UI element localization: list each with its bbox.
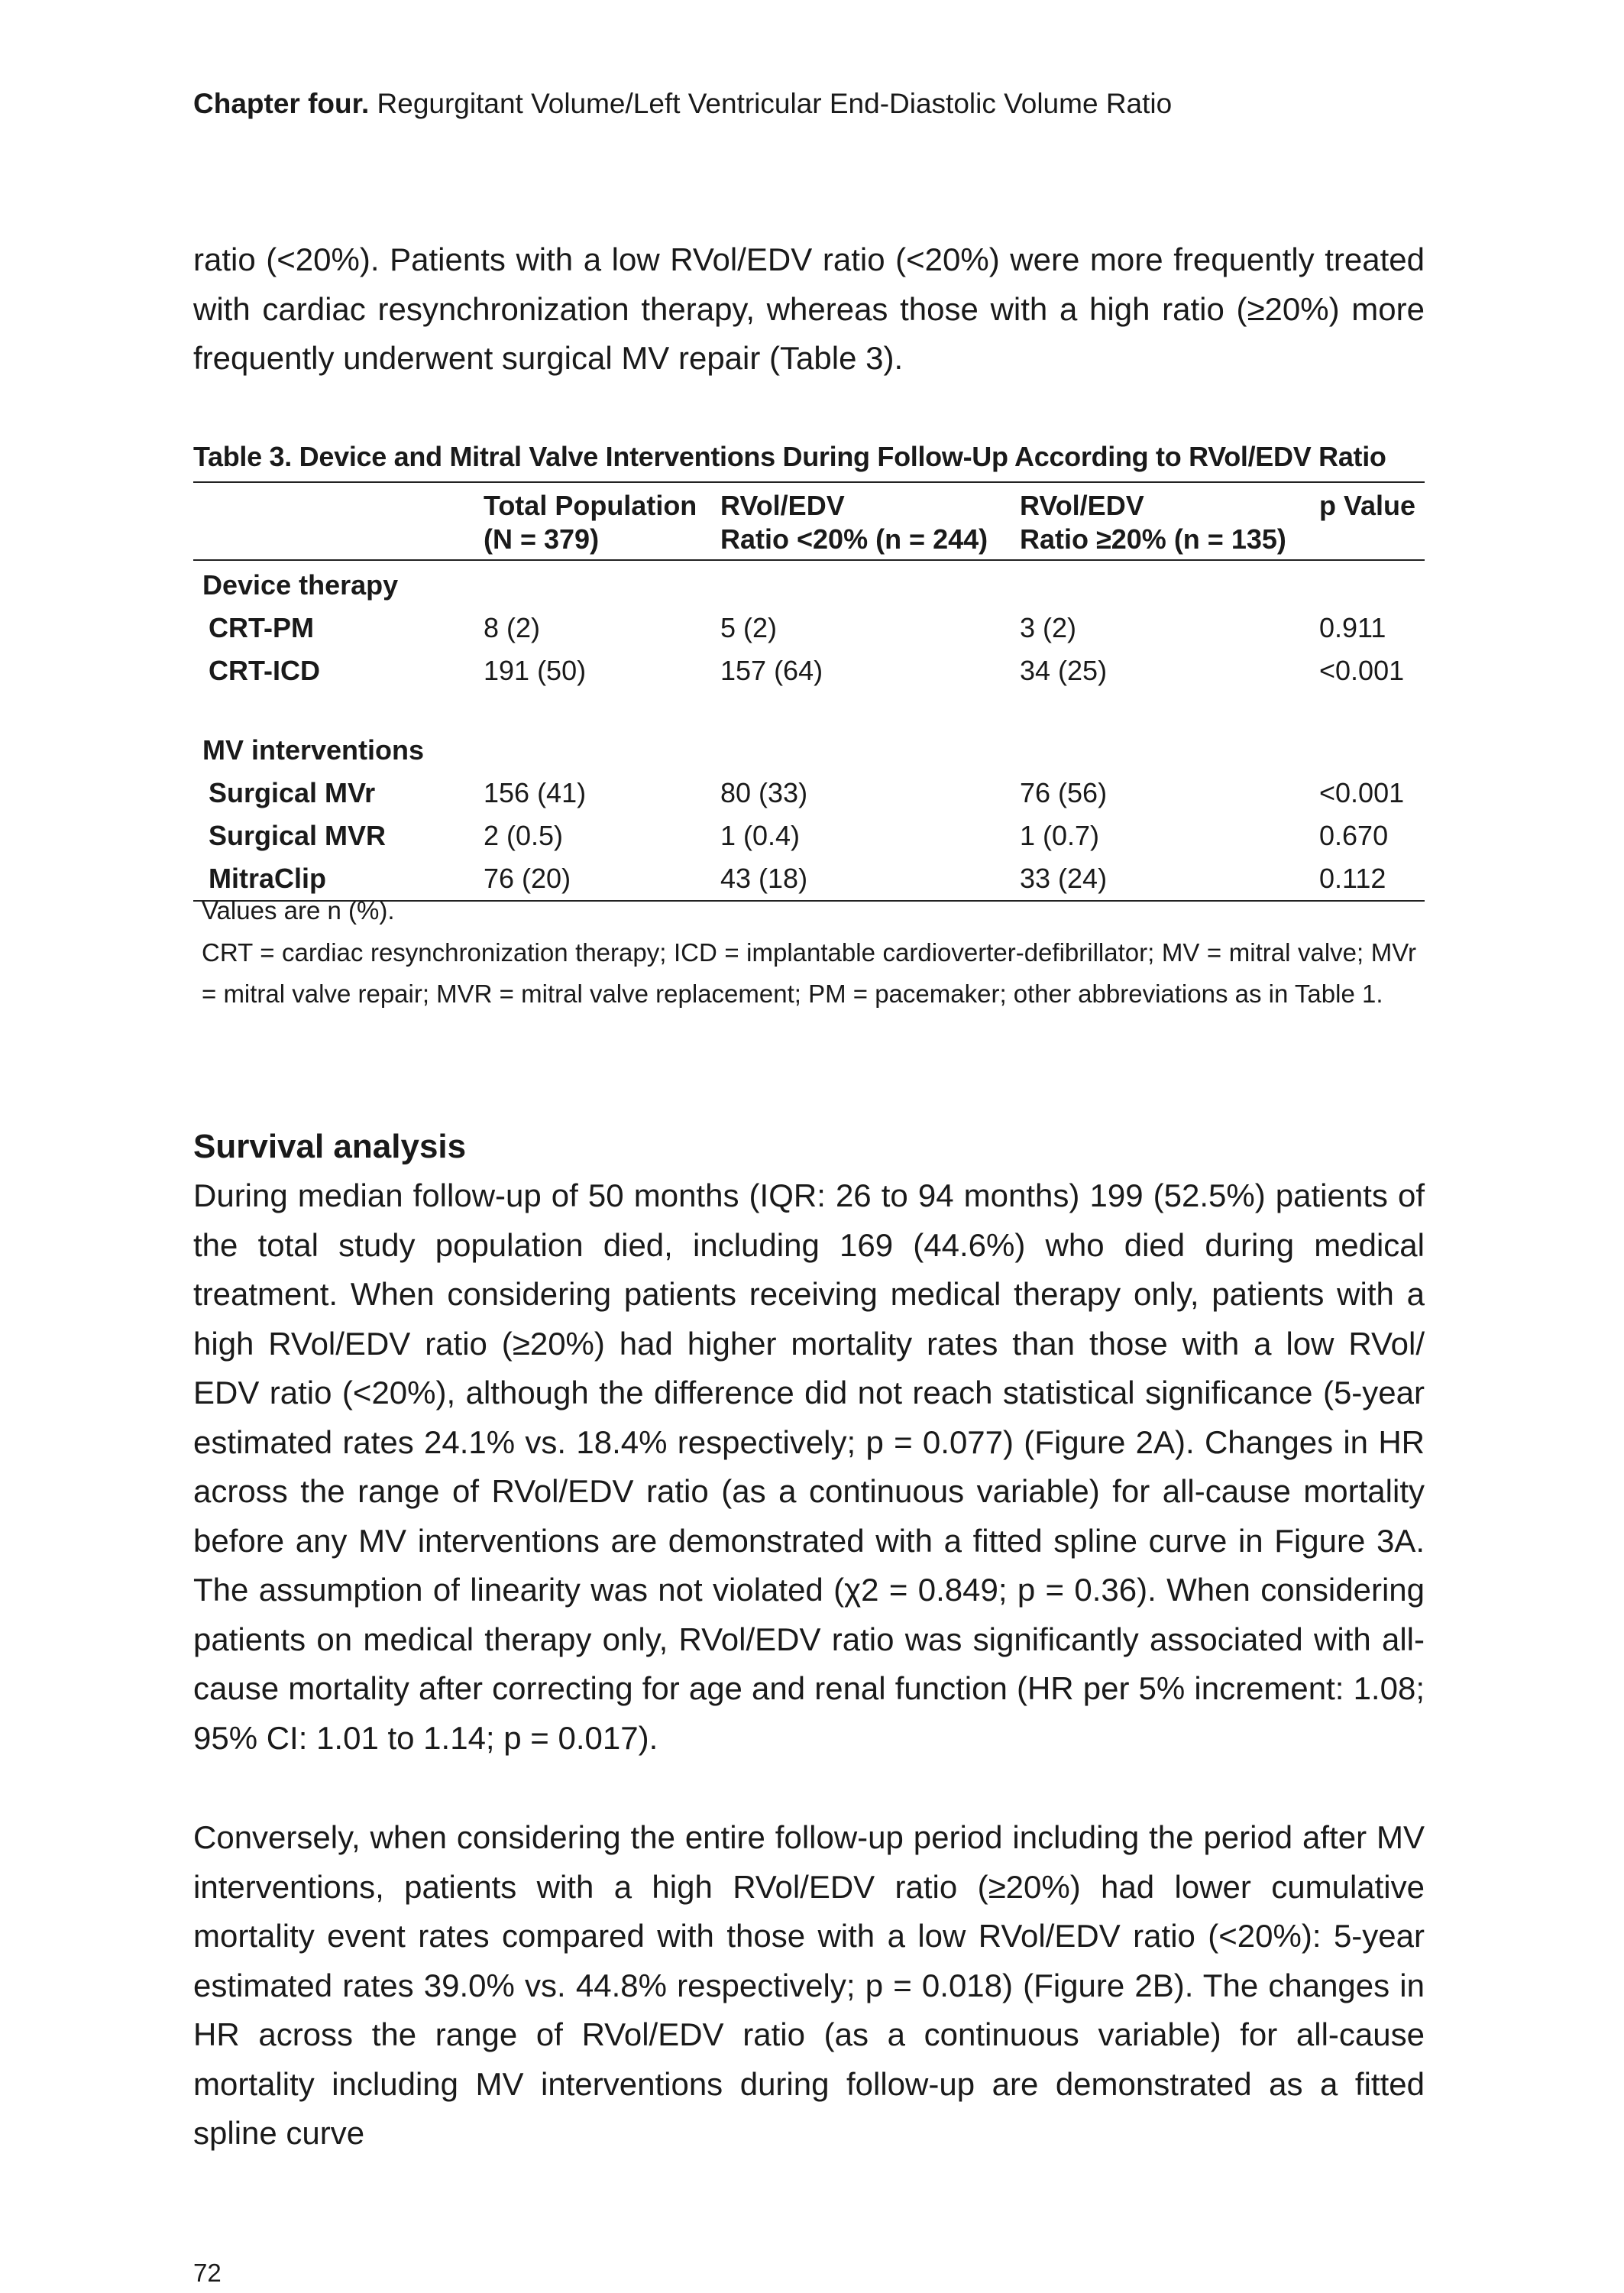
header-high-line2: Ratio ≥20% (n = 135)	[1020, 523, 1286, 555]
table-row	[193, 649, 1425, 692]
header-p-line1: p Value	[1319, 490, 1416, 521]
cell-high-ratio: 34 (25)	[1020, 655, 1108, 686]
row-label: Surgical MVr	[209, 777, 376, 808]
cell-total: 76 (20)	[484, 857, 720, 901]
section-heading: Survival analysis	[193, 1128, 467, 1165]
header-low-line2: Ratio <20% (n = 244)	[720, 523, 988, 555]
cell-high-ratio: 76 (56)	[1020, 777, 1108, 808]
header-cell-total	[484, 482, 720, 560]
cell-total: 8 (2)	[484, 612, 541, 643]
row-label: MitraClip	[193, 857, 484, 901]
table-caption: Table 3. Device and Mitral Valve Interventions During Follow-Up According to RVol/EDV Ratio	[193, 441, 1386, 472]
running-header	[193, 86, 1172, 122]
row-label: CRT-PM	[209, 612, 314, 643]
section-label: Device therapy	[202, 569, 399, 601]
spacer-cell	[193, 692, 1425, 726]
cell-low-ratio: 5 (2)	[720, 612, 778, 643]
table-header-row	[193, 482, 1425, 560]
chapter-label: Chapter four.	[193, 88, 370, 119]
header-high-line1: RVol/EDV	[1020, 490, 1144, 521]
interventions-table	[193, 481, 1425, 902]
chapter-title: Regurgitant Volume/Left Ventricular End-Diastolic Volume Ratio	[377, 88, 1173, 119]
cell-low-ratio: 80 (33)	[720, 777, 808, 808]
cell-high-ratio: 3 (2)	[1020, 612, 1077, 643]
cell-p-value: <0.001	[1319, 777, 1405, 808]
cell-p-value: 0.911	[1319, 612, 1386, 643]
cell-low-ratio: 1 (0.4)	[720, 820, 801, 851]
section-label: MV interventions	[202, 734, 425, 766]
cell-high-ratio: 1 (0.7)	[1020, 820, 1100, 851]
header-total-line1: Total Population	[484, 490, 697, 521]
table-spacer-row	[193, 692, 1425, 726]
survival-paragraph-2: Conversely, when considering the entire follow-up period including the period after MV interventions, patients with a high RVol/EDV ratio (≥20%) had lower cumulative mortality event rates compared with those with a low RVol/EDV ratio (<20%): 5-year estimated rates 39.0% vs. 44.8% respectively; p = 0.018) (Figure 2B). The changes in HR across the range of RVol/EDV ratio (as a continuous variable) for all-cause mortality including MV interventions during follow-up are demonstrated as a fitted spline curve	[193, 1819, 1425, 2151]
cell-total: 156 (41)	[484, 777, 587, 808]
table-row	[193, 772, 1425, 815]
intro-paragraph: ratio (<20%). Patients with a low RVol/EDV ratio (<20%) were more frequently treated with cardiac resynchronization therapy, whereas those with a high ratio (≥20%) more frequently underwent surgical MV repair (Table 3).	[193, 241, 1425, 376]
cell-high-ratio: 33 (24)	[1020, 857, 1319, 901]
header-cell-label	[193, 482, 484, 560]
cell-p-value: <0.001	[1319, 655, 1405, 686]
header-total-line2: (N = 379)	[484, 523, 600, 555]
page-number: 72	[193, 2259, 222, 2287]
table-footnote-values: Values are n (%).	[202, 896, 395, 925]
survival-paragraph-1: During median follow-up of 50 months (IQR: 26 to 94 months) 199 (52.5%) patients of the total study population died, including 169 (44.6%) who died during medical treatment. When considering patients receiving medical therapy only, patients with a high RVol/EDV ratio (≥20%) had higher mortality rates than those with a low RVol/ EDV ratio (<20%), although the difference did not reach statistical significance (5-year estimated rates 24.1% vs. 18.4% respectively; p = 0.077) (Figure 2A). Changes in HR across the range of RVol/EDV ratio (as a continuous variable) for all-cause mortality before any MV interventions are demonstrated with a fitted spline curve in Figure 3A. The assumption of linearity was not violated (χ2 = 0.849; p = 0.36). When considering patients on medical therapy only, RVol/EDV ratio was significantly associated with all-cause mortality after correcting for age and renal function (HR per 5% increment: 1.08; 95% CI: 1.01 to 1.14; p = 0.017).	[193, 1177, 1425, 1756]
row-label: Surgical MVR	[209, 820, 387, 851]
header-cell-high-ratio	[1020, 482, 1319, 560]
cell-p-value: 0.670	[1319, 820, 1389, 851]
table-footnote-abbreviations: CRT = cardiac resynchronization therapy; ICD = implantable cardioverter-defibrillator; MV = mitral valve; MVr = mitral valve repair; MVR = mitral valve replacement; PM = pacemaker; other abbreviations as in Table 1.	[202, 938, 1416, 1008]
table-row	[193, 815, 1425, 857]
cell-p-value: 0.112	[1319, 857, 1425, 901]
cell-low-ratio: 157 (64)	[720, 655, 823, 686]
section-row-device-therapy	[193, 560, 1425, 607]
table-row	[193, 607, 1425, 649]
header-cell-p-value	[1319, 482, 1425, 560]
header-cell-low-ratio	[720, 482, 1020, 560]
header-low-line1: RVol/EDV	[720, 490, 845, 521]
section-row-mv-interventions	[193, 726, 1425, 772]
row-label: CRT-ICD	[209, 655, 320, 686]
cell-low-ratio: 43 (18)	[720, 857, 1020, 901]
cell-total: 191 (50)	[484, 655, 587, 686]
cell-total: 2 (0.5)	[484, 820, 564, 851]
